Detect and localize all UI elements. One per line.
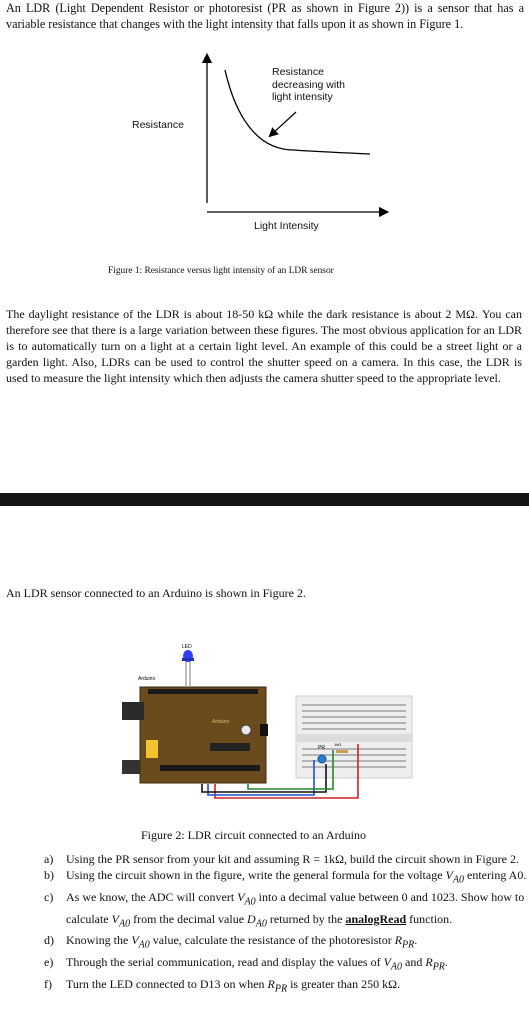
svg-text:1kΩ: 1kΩ (334, 742, 342, 747)
question-d: d) Knowing the $V_{A0}$ value, calculate the resistance of the photoresistor $R_{PR}$. (44, 933, 418, 951)
ldr-description-paragraph: The daylight resistance of the LDR is about 18-50 kΩ while the dark resistance is about 2 MΩ. You can therefore see that there is a large variation between these figures. The most obvious application for an LDR is to automatically turn on a light at a certain light level. An example of this could be a street light or a garden light. Also, LDRs can be used to control the shutter speed on a camera. In this case, the LDR is used to measure the light intensity which then adjusts the camera shutter speed to the appropriate level. (6, 307, 522, 386)
svg-text:PR: PR (318, 745, 325, 751)
analogread-function-name: analogRead (345, 911, 407, 926)
question-e: e) Through the serial communication, read and display the values of $V_{A0}$ and $R_{PR}$. (44, 955, 448, 973)
x-axis-label: Light Intensity (254, 220, 319, 232)
arduino-label: Arduino (138, 676, 156, 682)
arduino-board (122, 687, 268, 783)
question-list (0, 851, 529, 997)
y-axis-label: Resistance (132, 119, 184, 131)
figure-2-circuit (120, 638, 529, 806)
led-label: LED (182, 644, 192, 650)
intro-paragraph: An LDR (Light Dependent Resistor or photoresist (PR as shown in Figure 2)) is a sensor that has a variable resistance that changes with the light intensity that falls upon it as shown in Figure 1. (6, 1, 524, 31)
curve-annotation: Resistance decreasing with light intensity (272, 66, 345, 103)
question-a: a) Using the PR sensor from your kit and assuming R = 1kΩ, build the circuit shown in Figure 2. (44, 852, 519, 866)
question-b: b) Using the circuit shown in the figure, write the general formula for the voltage $V_{A0}$ entering A0. (44, 868, 527, 886)
question-c: c) As we know, the ADC will convert $V_{A0}$ into a decimal value between 0 and 1023. Show how to calculate $V_{A0}$ from the decimal value $D_{A0}$ returned by the analogRead function. (44, 889, 525, 930)
figure-1-chart (0, 40, 529, 240)
section-2-intro: An LDR sensor connected to an Arduino is shown in Figure 2. (6, 586, 306, 600)
curve-pointer-arrow (272, 112, 296, 134)
svg-text:Arduino: Arduino (212, 719, 230, 725)
question-f: f) Turn the LED connected to D13 on when $R_{PR}$ is greater than 250 kΩ. (44, 976, 400, 995)
section-divider (0, 493, 529, 506)
led-icon (182, 650, 194, 686)
figure-1-caption: Figure 1: Resistance versus light intensity of an LDR sensor (108, 266, 334, 276)
figure-2-caption: Figure 2: LDR circuit connected to an Arduino (141, 828, 366, 842)
